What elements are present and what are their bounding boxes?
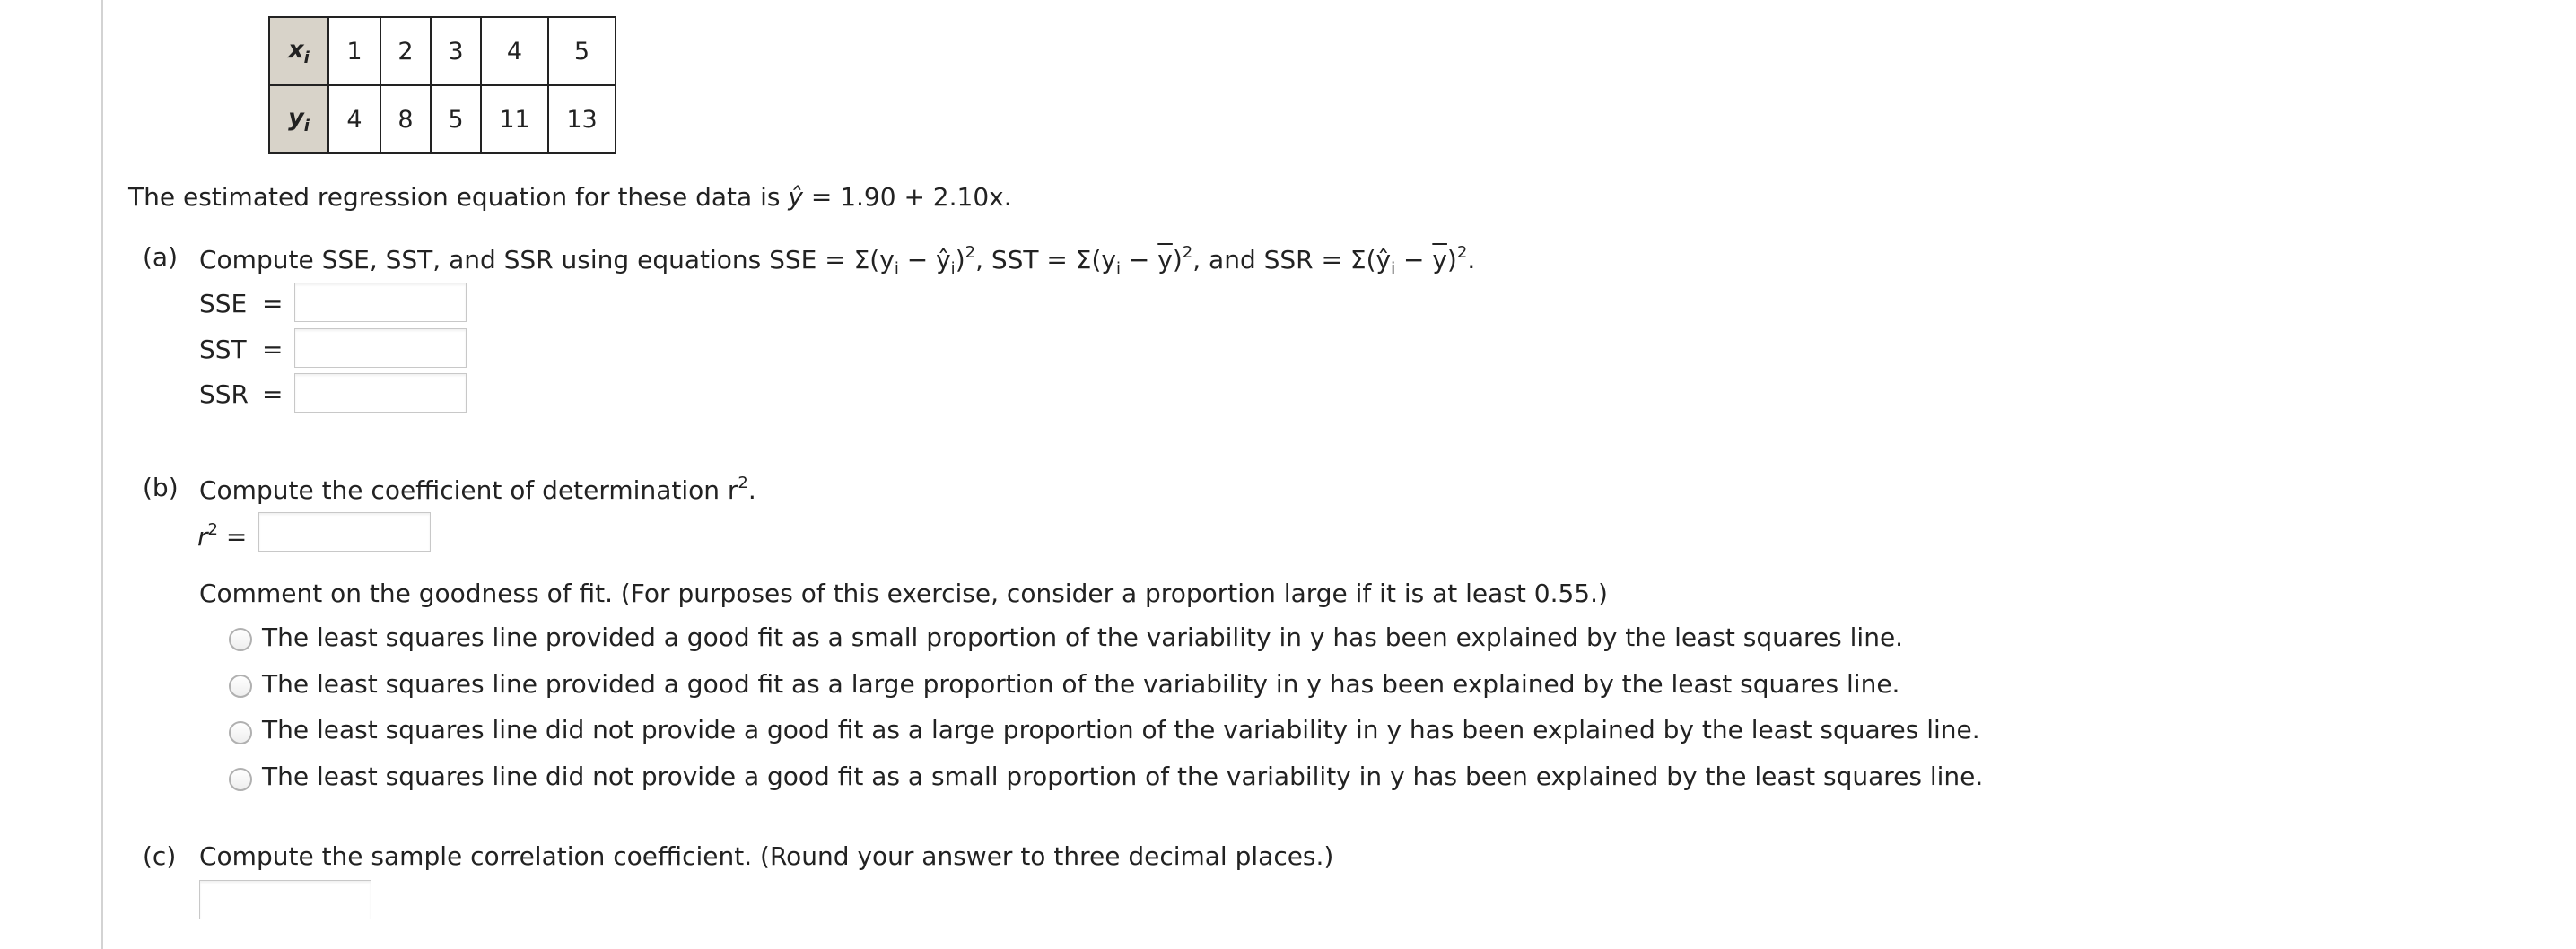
x-row: [269, 17, 616, 85]
x-cell: 2: [380, 17, 431, 85]
r2-input[interactable]: [258, 512, 431, 552]
option-label[interactable]: The least squares line provided a good fit as a large proportion of the variability in y has been explained by the least squares line.: [262, 669, 1900, 699]
sse-input[interactable]: [294, 283, 467, 322]
option-radio[interactable]: [229, 721, 252, 744]
option-radio[interactable]: [229, 768, 252, 791]
y-header: $y_i$: [269, 85, 328, 153]
x-header: $x_i$: [269, 17, 328, 85]
option-label[interactable]: The least squares line did not provide a good fit as a large proportion of the variability in y has been explained by the least squares line.: [262, 715, 1980, 744]
x-cell: 1: [328, 17, 380, 85]
ssr-equals: =: [262, 379, 284, 409]
part-b-prompt: Compute the coefficient of determination $r^2$.: [199, 474, 756, 505]
option-label[interactable]: The least squares line did not provide a good fit as a small proportion of the variability in y has been explained by the least squares line.: [262, 762, 1984, 791]
part-c-prompt: Compute the sample correlation coefficient. (Round your answer to three decimal places.): [199, 841, 1334, 871]
x-cell: 4: [481, 17, 548, 85]
data-table: [268, 16, 616, 154]
y-row: [269, 85, 616, 153]
goodness-of-fit-comment: Comment on the goodness of fit. (For purposes of this exercise, consider a proportion large if it is at least 0.55.): [199, 579, 1608, 608]
correlation-input[interactable]: [199, 880, 371, 919]
regression-intro: The estimated regression equation for these data is ŷ = 1.90 + 2.10x.: [128, 182, 1012, 212]
option-radio[interactable]: [229, 628, 252, 651]
r2-label: $r^2$ =: [197, 520, 248, 552]
sst-label: SST: [199, 335, 247, 364]
sst-input[interactable]: [294, 328, 467, 368]
y-cell: 8: [380, 85, 431, 153]
y-cell: 11: [481, 85, 548, 153]
y-cell: 5: [431, 85, 481, 153]
x-cell: 5: [548, 17, 616, 85]
part-a-label: (a): [143, 242, 179, 272]
part-c-label: (c): [143, 841, 177, 871]
y-cell: 13: [548, 85, 616, 153]
sse-label: SSE: [199, 289, 248, 318]
ssr-label: SSR: [199, 379, 249, 409]
option-radio[interactable]: [229, 675, 252, 698]
sse-equals: =: [262, 289, 284, 318]
ssr-input[interactable]: [294, 373, 467, 413]
part-a-prompt: Compute SSE, SST, and SSR using equations SSE = $\Sigma(y_i$ − $ŷ_i)^2$, SST = $\Sigma(y_i - \overline{y})^2$, and SSR = $\Sigma(ŷ_i - \overline{y})^2$.: [199, 243, 1476, 278]
option-label[interactable]: The least squares line provided a good fit as a small proportion of the variability in y has been explained by the least squares line.: [262, 623, 1904, 652]
part-b-label: (b): [143, 473, 179, 502]
x-cell: 3: [431, 17, 481, 85]
y-cell: 4: [328, 85, 380, 153]
sst-equals: =: [262, 335, 284, 364]
